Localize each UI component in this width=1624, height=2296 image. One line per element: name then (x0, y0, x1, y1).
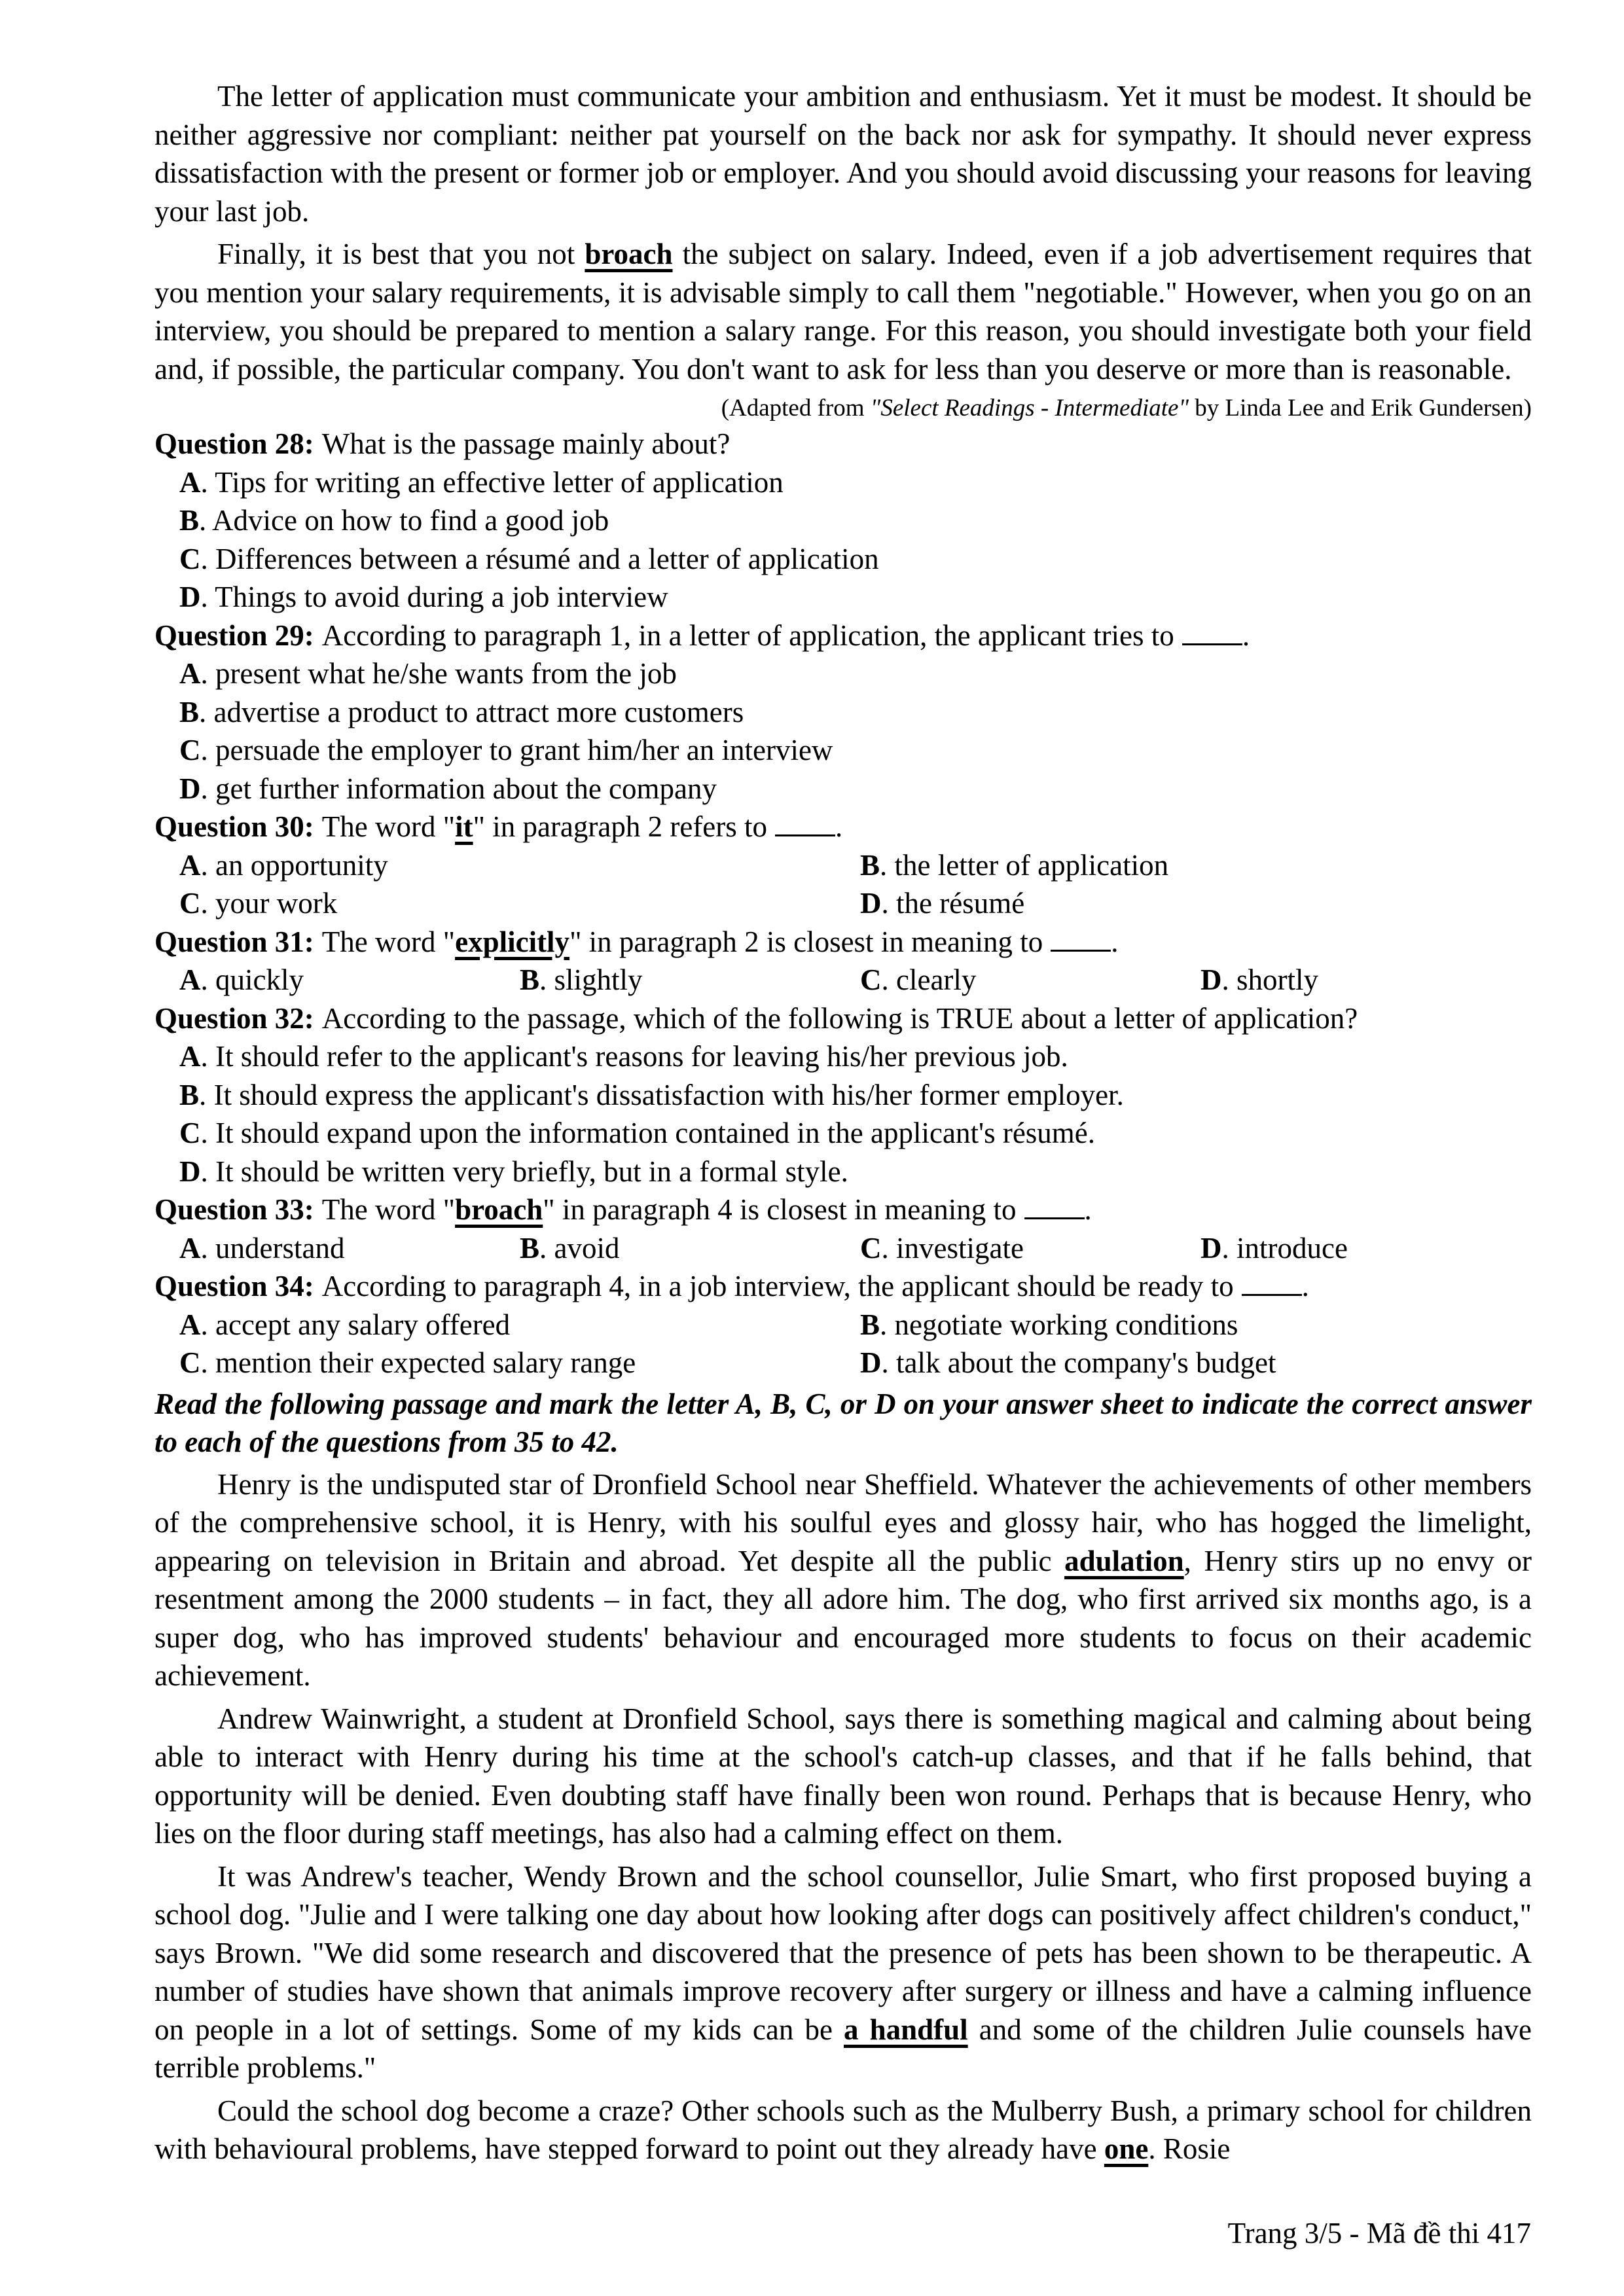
option-text: . quickly (200, 963, 304, 996)
option-c[interactable] (179, 1344, 860, 1382)
option-letter: C (860, 1231, 882, 1265)
highlighted-word-one: one (1104, 2132, 1149, 2165)
option-c[interactable] (860, 1229, 1200, 1268)
option-letter: B (520, 1231, 540, 1265)
option-c[interactable] (179, 884, 860, 923)
option-text: . investigate (881, 1231, 1024, 1265)
option-d[interactable] (1200, 1229, 1541, 1268)
passage1-paragraph-3: The letter of application must communicate your ambition and enthusiasm. Yet it must be modest. It should be neither aggressive nor compliant: neither pat yourself on the back nor ask for sympathy. It should never express dissatisfaction with the present or former job or employer. And you should avoid discussing your reasons for leaving your last job. (154, 80, 1532, 228)
passage2-paragraph-4 (154, 2092, 1532, 2168)
option-a[interactable] (179, 961, 520, 999)
option-letter: A (179, 848, 201, 882)
question-32 (154, 999, 1532, 1038)
option-text: . persuade the employer to grant him/her an interview (200, 734, 833, 766)
option-text: . your work (200, 887, 338, 920)
target-word: broach (455, 1193, 543, 1226)
question-number: Question 32: (154, 1001, 314, 1035)
option-letter: D (1200, 1231, 1222, 1265)
option-d[interactable] (179, 1153, 1532, 1191)
question-28-options (154, 463, 1532, 617)
option-letter: C (179, 734, 201, 766)
option-letter: D (860, 887, 882, 920)
answer-blank (775, 808, 835, 836)
option-text: . It should expand upon the information contained in the applicant's résumé. (200, 1117, 1096, 1149)
answer-blank (1051, 924, 1111, 952)
option-a[interactable] (179, 1037, 1532, 1076)
option-a[interactable] (179, 463, 1532, 502)
text-segment: It was Andrew's teacher, Wendy Brown and the school counsellor, Julie Smart, who first proposed buying a school dog. "Julie and I were talking one day about how looking after dogs can positively affect children's conduct," says Brown. "We did some research and discovered that the presence of pets has been shown to be therapeutic. A number of studies have shown that animals improve recovery after surgery or illness and have a calming influence on people in a lot of settings. Some of my kids can be (154, 1859, 1532, 2046)
page-footer: Trang 3/5 - Mã đề thi 417 (1227, 2217, 1531, 2250)
option-text: . talk about the company's budget (881, 1346, 1276, 1379)
option-letter: C (179, 542, 201, 575)
option-text: . introduce (1221, 1231, 1348, 1265)
question-32-options (154, 1037, 1532, 1191)
text-segment: , Henry stirs up no envy or resentment among the 2000 students – in fact, they all adore him. The dog, who first arrived six months ago, is a super dog, who has improved students' behaviour and encouraged more students to focus on their academic achievement. (154, 1544, 1532, 1692)
question-31-options (154, 961, 1532, 999)
source-citation (154, 392, 1532, 425)
option-a[interactable] (179, 655, 1532, 693)
option-a[interactable] (179, 1229, 520, 1268)
text-segment: the subject on salary. Indeed, even if a job advertisement requires that you mention your salary requirements, it is advisable simply to call them "negotiable." However, when you go on an interview, you should be prepared to mention a salary range. For this reason, you should investigate both your field and, if possible, the particular company. You don't want to ask for less than you deserve or more than is reasonable. (154, 238, 1532, 386)
question-text-prefix: The word " (321, 810, 456, 843)
option-text: . Things to avoid during a job interview (200, 581, 668, 613)
option-b[interactable] (179, 1076, 1532, 1115)
passage1-paragraph-4 (154, 235, 1532, 388)
option-text: . Differences between a résumé and a letter of application (200, 542, 879, 575)
question-33: Question 33: The word "broach" in paragraph 4 is closest in meaning to . (154, 1191, 1532, 1229)
text-segment: Henry is the undisputed star of Dronfield School near Sheffield. Whatever the achievements of other members of the comprehensive school, it is Henry, with his soulful eyes and glossy hair, who has hogged the limelight, appearing on television in Britain and abroad. Yet despite all the public (154, 1467, 1532, 1577)
option-letter: A (179, 465, 201, 499)
option-letter: B (179, 1078, 200, 1111)
option-letter: C (179, 1346, 201, 1379)
option-text: . clearly (881, 963, 977, 996)
question-number: Question 31: (154, 925, 314, 958)
option-a[interactable] (179, 1306, 860, 1344)
passage2-paragraph-1 (154, 1465, 1532, 1695)
option-text: . accept any salary offered (200, 1308, 511, 1341)
option-text: . Advice on how to find a good job (199, 504, 609, 537)
option-text: . It should be written very briefly, but in a formal style. (200, 1155, 848, 1188)
source-authors: by Linda Lee and Erik Gundersen) (1189, 395, 1532, 422)
option-text: . advertise a product to attract more customers (199, 695, 744, 728)
target-word: explicitly (455, 925, 570, 958)
option-letter: D (179, 772, 201, 805)
option-text: . an opportunity (200, 848, 388, 882)
question-33-options (154, 1229, 1532, 1268)
question-text: According to the passage, which of the following is TRUE about a letter of application? (321, 1001, 1358, 1035)
option-letter: A (179, 1231, 201, 1265)
option-letter: A (179, 1040, 201, 1073)
option-letter: A (179, 657, 201, 690)
question-number: Question 28: (154, 427, 314, 460)
question-34: Question 34: According to paragraph 4, in a job interview, the applicant should be ready to . (154, 1267, 1532, 1306)
answer-blank (1024, 1191, 1085, 1219)
highlighted-phrase-a-handful: a handful (844, 2013, 968, 2046)
question-29: Question 29: According to paragraph 1, in a letter of application, the applicant tries to . (154, 617, 1532, 655)
option-letter: B (179, 504, 200, 537)
question-number: Question 30: (154, 810, 314, 843)
option-b[interactable] (860, 846, 1515, 885)
option-b[interactable] (179, 693, 1532, 732)
option-text: . negotiate working conditions (880, 1308, 1238, 1341)
option-b[interactable] (520, 961, 860, 999)
option-b[interactable] (860, 1306, 1515, 1344)
option-text: . present what he/she wants from the job (200, 657, 677, 690)
text-segment: and some of the children Julie counsels have terrible problems." (154, 2013, 1532, 2084)
question-text-suffix: " in paragraph 2 is closest in meaning to (569, 925, 1043, 958)
option-letter: A (179, 963, 201, 996)
option-letter: B (860, 848, 880, 882)
option-c[interactable] (179, 540, 1532, 579)
option-letter: D (1200, 963, 1222, 996)
option-d[interactable] (1200, 961, 1541, 999)
question-number: Question 29: (154, 619, 314, 652)
option-d[interactable] (179, 770, 1532, 808)
question-number: Question 34: (154, 1270, 314, 1302)
option-text: . understand (200, 1231, 345, 1265)
option-c[interactable] (179, 1114, 1532, 1153)
option-c[interactable] (179, 731, 1532, 770)
answer-blank (1182, 617, 1242, 645)
option-d[interactable] (860, 1344, 1515, 1382)
option-letter: B (520, 963, 540, 996)
text-segment: Finally, it is best that you not (217, 238, 585, 270)
option-letter: D (860, 1346, 882, 1379)
question-text: According to paragraph 4, in a job interview, the applicant should be ready to (321, 1270, 1234, 1302)
passage2-paragraph-2: Andrew Wainwright, a student at Dronfield School, says there is something magical and calming about being able to interact with Henry during his time at the school's catch-up classes, and that if he falls behind, that opportunity will be denied. Even doubting staff have finally been won round. Perhaps that is because Henry, who lies on the floor during staff meetings, has also had a calming effect on them. (154, 1702, 1532, 1850)
question-31: Question 31: The word "explicitly" in paragraph 2 is closest in meaning to . (154, 923, 1532, 961)
exam-page (154, 77, 1532, 2168)
option-letter: B (860, 1308, 880, 1341)
question-28 (154, 425, 1532, 463)
text-segment: . Rosie (1148, 2132, 1231, 2165)
highlighted-word-adulation: adulation (1064, 1544, 1184, 1577)
question-number: Question 33: (154, 1193, 314, 1226)
option-text: . the letter of application (880, 848, 1169, 882)
option-d[interactable] (179, 578, 1532, 617)
option-letter: C (860, 963, 882, 996)
option-text: . Tips for writing an effective letter of application (200, 465, 784, 499)
option-letter: B (179, 695, 200, 728)
question-text-suffix: " in paragraph 2 refers to (473, 810, 768, 843)
source-title: "Select Readings - Intermediate" (870, 395, 1189, 422)
text-segment: Could the school dog become a craze? Other schools such as the Mulberry Bush, a primary school for children with behavioural problems, have stepped forward to point out they already have (154, 2094, 1532, 2165)
passage2-paragraph-3 (154, 1857, 1532, 2087)
option-text: . It should refer to the applicant's reasons for leaving his/her previous job. (200, 1040, 1068, 1073)
question-text-prefix: The word " (321, 925, 456, 958)
option-c[interactable] (860, 961, 1200, 999)
question-text-suffix: " in paragraph 4 is closest in meaning to (543, 1193, 1017, 1226)
option-b[interactable] (520, 1229, 860, 1268)
highlighted-word-broach: broach (585, 238, 673, 270)
question-text: According to paragraph 1, in a letter of application, the applicant tries to (321, 619, 1174, 652)
section-instruction: Read the following passage and mark the letter A, B, C, or D on your answer sheet to indicate the correct answer to each of the questions from 35 to 42. (154, 1387, 1532, 1458)
question-text-prefix: The word " (321, 1193, 456, 1226)
option-text: . get further information about the company (200, 772, 717, 805)
option-text: . the résumé (881, 887, 1025, 920)
question-30-options (154, 846, 1532, 923)
question-29-options (154, 655, 1532, 808)
question-text: What is the passage mainly about? (321, 427, 731, 460)
option-letter: D (179, 1155, 201, 1188)
question-34-options (154, 1306, 1532, 1382)
option-text: . slightly (539, 963, 643, 996)
option-text: . avoid (539, 1231, 620, 1265)
option-text: . It should express the applicant's dissatisfaction with his/her former employer. (199, 1078, 1124, 1111)
answer-blank (1242, 1268, 1302, 1296)
option-letter: C (179, 1117, 201, 1149)
target-word: it (455, 810, 473, 843)
option-letter: A (179, 1308, 201, 1341)
option-text: . shortly (1221, 963, 1319, 996)
option-letter: D (179, 581, 201, 613)
source-prefix: (Adapted from (721, 395, 871, 422)
option-b[interactable] (179, 501, 1532, 540)
option-d[interactable] (860, 884, 1515, 923)
question-30: Question 30: The word "it" in paragraph 2 refers to . (154, 808, 1532, 846)
option-a[interactable] (179, 846, 860, 885)
option-text: . mention their expected salary range (200, 1346, 636, 1379)
option-letter: C (179, 887, 201, 920)
